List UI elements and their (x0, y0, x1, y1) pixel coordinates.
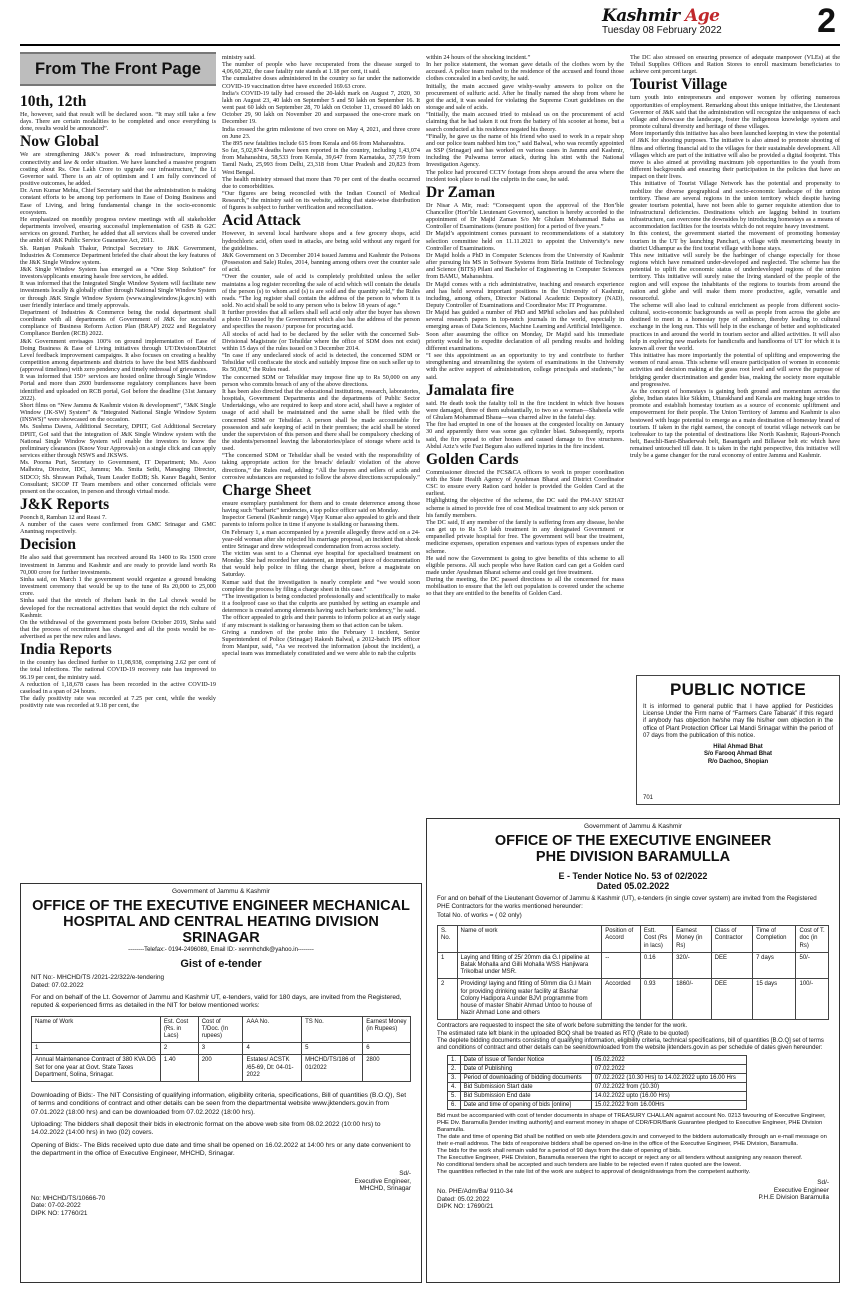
table-cell: 6. (448, 1101, 461, 1110)
tender-opening: Opening of Bids:- The Bids received upto due date and time shall be opened on 16.02.2022 at 14:00 hrs or any date convenient to the department in the office of Executive Engineer, MHCHD, Srinagar. (31, 1141, 411, 1157)
table-row (438, 979, 829, 1020)
article-paragraph: Highlighting the objective of the scheme, the DC said the PM-JAY SEHAT scheme is aimed to provide free of cost Medical treatment to any sick person or his family members. (426, 497, 624, 519)
article-paragraph: We are strengthening J&K’s power & road infrastructure, improving connectivity and law & order situation. We have launched a massive program costing about Rs. One Lakh Crore to upgrade our infrastructure,” the Lt Governor said. There is an air of optimism and I am fully convinced of positive outcomes, he added. (20, 151, 216, 188)
article-paragraph: The scheme will also lead to cultural enrichment as people from different socio-cultural, socio-economic backgrounds as well as people from across the globe are destined to meet in a homestay type of ambience, thereby leading to cultural exchange in the long run. This will help in the exchange of better and sophisticated practices in and around the world in tourism sector and allied activities. It will also help in exploring new markets for handicrafts and handlooms of UT for which it is known all over the world. (630, 302, 840, 352)
table-cell: DEE (711, 952, 753, 979)
article-paragraph: “The concerned SDM or Tehsildar shall be vested with the responsibility of taking appropriate action for the breach/ default/ violation of the above directions,” the Rules read, adding: “All the buyers and sellers of acids and corrosive substances are requested to follow the above directions scrupulously.” (222, 452, 420, 481)
signature-sd: Sd/- (399, 1170, 411, 1178)
table-cell: 0.16 (640, 952, 672, 979)
tender-nit-dated: Dated: 07.02.2022 (31, 982, 84, 989)
table-row (448, 1083, 747, 1092)
table-cell: 1 (32, 1043, 161, 1055)
article-headline: Tourist Village (630, 76, 728, 94)
article-paragraph: During the meeting, the DC passed directions to all the concerned for mass mobilisation to ensure that the left out population is covered under the scheme so that they are entitled to the benefits of Golden Card. (426, 576, 624, 598)
table-row (448, 1092, 747, 1101)
table-header: AAA No. (243, 1016, 302, 1043)
table-cell: Estates/ ACSTK /65-69, Dt: 04-01-2022 (243, 1055, 302, 1082)
article-column-1 (20, 92, 216, 860)
table-cell: Date of Publishing (460, 1065, 591, 1074)
table-cell: MHCHD/TS/186 of 01/2022 (302, 1055, 363, 1082)
tender-note: Bid must be accompanied with cost of tender documents in shape of TREASURY CHALLAN against account No. 0213 favouring of Executive Engineer, PHE Div. Baramulla [tender inviting authority] and earnest money in shape of CDR/FDR/Bank Guarantee pledged to Executive Engineer, PHE Division Baramulla. (437, 1113, 826, 1134)
article-paragraph: “The investigation is being conducted professionally and scientifically to make it a foolproof case so that the culprits are punished by setting an example and deterrence is created among elements having such barbaric tendency,” he said. (222, 592, 420, 615)
tender-note: The Executive Engineer, PHE Division, Baramulla reserves the right to accept or reject any or all tenders without assigning any reason thereof. (437, 1155, 803, 1162)
article-column-2 (222, 54, 420, 866)
article-paragraph: India crossed the grim milestone of two crore on May 4, 2021, and three crore on June 23. (222, 125, 420, 140)
tender-note: No conditional tenders shall be accepted and such tenders are liable to be rejected even if rates quoted are the lowest. (437, 1162, 742, 1169)
tender-gist-title: Gist of e-tender (180, 958, 262, 970)
reference-no: No. PHE/Adm/Ba/ 9110-34 (437, 1188, 513, 1196)
table-header: Cost of T/Doc. (In rupees) (198, 1016, 243, 1043)
article-paragraph: The daily positivity rate was recorded at 7.25 per cent, while the weekly positivity rate was recorded at 9.18 per cent, the (20, 695, 216, 710)
tender-total-works: Total No. of works = ( 02 only) (437, 912, 522, 920)
article-paragraph: Dr. Arun Kumar Mehta, Chief Secretary said that the administration is making constant efforts to be among top performers in Ease of Doing Business and Ease of Living, and bring fundamental change in the socio-economic ecosystem. (20, 187, 216, 216)
article-paragraph: Soon after assuming the office on Monday, Dr Majid said his immediate priority would be to expedite declaration of all pending results and holding different examinations. (426, 330, 624, 352)
table-cell: 7 days (753, 952, 796, 979)
article-paragraph: Short films on “New Jammu & Kashmir vision & development”, “J&K Single Window (JK-SW) System” & “Integrated National Single Window System (INSWS)” were showcased on the occasion. (20, 401, 216, 424)
article-paragraph: in the country has declined further to 11,08,938, comprising 2.62 per cent of the total infections. The national COVID-19 recovery rate has improved to 96.19 per cent, the ministry said. (20, 659, 216, 681)
article-headline: 10th, 12th (20, 93, 87, 110)
article-headline: Now Global (20, 133, 99, 151)
article-paragraph: This new initiative will surely be the harbinger of change especially for those regions which have remained under-developed and neglected. The scheme has the potential to uplift the economic status of underdeveloped regions of the union territory. This initiative will surely raise the living standard of the people of the region and will expose the inhabitants of the regions to tourists from around the nation and globe and will make them more productive, agile, versatile and resourceful. (630, 251, 840, 302)
article-paragraph: “Initially, the main accused tried to mislead us on the procurement of acid claiming that he had taken it out from the battery of his scooter at home, but a search conducted at his residence negated his theory. (426, 111, 624, 133)
article-paragraph: ministry said. (222, 54, 256, 61)
article-paragraph: turn youth into entrepreneurs and empower women by offering numerous opportunities of employment. Remarking about this unique initiative, the Lieutenant Governor of J&K said that the administration will recognize the uniqueness of each village and showcase the landscape, foster the indigenous knowledge system and promote cultural diversity and heritage of these villages. (630, 94, 840, 131)
table-header: Estt. Cost (Rs in lacs) (640, 926, 672, 953)
table-cell: 15.02.2022 from 16.00Hrs (591, 1101, 746, 1110)
article-paragraph: ensure exemplary punishment for them and to create deterrence among those having such “barbaric” tendencies, a top police officer said on Monday. (222, 499, 420, 515)
article-paragraph: J&K Government on 3 December 2014 issued Jammu and Kashmir the Poisons (Possession and Sale) Rules, 2014, banning among others over the counter sale of acid. (222, 251, 420, 274)
logo-age: Age (685, 6, 720, 26)
table-row (448, 1101, 747, 1110)
page-number: 2 (817, 2, 836, 40)
signature-sd: Sd/- (817, 1179, 829, 1187)
tender-intro: For and on behalf of the Lt. Governor of Jammu and Kashmir UT, e-tenders, valid for 180 days, are invited from the Registered, reputed & experienced firms as detailed in the NIT for below mentioned works: (31, 994, 402, 1010)
table-cell: 3. (448, 1074, 461, 1083)
article-paragraph: He, however, said that result will be declared soon. “It may still take a few days. There are certain modalities to be completed and once everything is done, results would be announced”. (20, 111, 216, 133)
article-paragraph: In her police statement, the woman gave details of the clothes worn by the accused. A police team rushed to the residence of the accused and found those clothes concealed in a bed cavity, he said. (426, 61, 624, 83)
table-header: Earnest Money (in Rs) (673, 926, 712, 953)
notice-name: Hilal Ahmad Bhat (713, 744, 763, 751)
reference-date: Date: 07-02-2022 (31, 1202, 81, 1210)
table-header: TS No. (302, 1016, 363, 1043)
tender-note: The estimated rate left blank in the uploaded BOQ shall be treated as RTQ (Rate to be quoted) (437, 1030, 689, 1037)
signature-title: Executive Engineer (773, 1186, 829, 1194)
tender-office-line2: PHE DIVISION BARAMULLA (535, 849, 731, 865)
tender-signature (31, 1170, 411, 1193)
article-paragraph: Ms. Sushma Dawra, Additional Secretary, DPIIT, GoI Additional Secretary DPIIT, GoI said that the integration of J&K Single Window system with the National Single Window System will enable the investors to know the preliminary clearances (Know Your Approvals) on a single click and can apply services either through NSWS and JKSWS. (20, 423, 216, 460)
table-cell: 15 days (753, 979, 796, 1020)
logo-kashmir: Kashmir (602, 6, 680, 26)
table-cell: DEE (711, 979, 753, 1020)
article-paragraph: A reduction of 1,18,678 cases has been recorded in the active COVID-19 caseload in a span of 24 hours. (20, 680, 216, 695)
table-cell: 2 (438, 979, 458, 1020)
table-header: Earnest Money (in Rupees) (363, 1016, 411, 1043)
table-header: Time of Completion (753, 926, 796, 953)
table-header: Name of Work (32, 1016, 161, 1043)
article-headline: Acid Attack (222, 212, 301, 230)
masthead-rule (20, 44, 840, 46)
table-cell: Bid Submission Start date (460, 1083, 591, 1092)
article-headline: Decision (20, 536, 76, 554)
tender-govt: Government of Jammu & Kashmir (584, 823, 682, 830)
article-headline: Jamalata fire (426, 381, 514, 399)
article-paragraph: J&K Government envisages 100% on ground implementation of Ease of Doing Business & Ease of Living initiatives through UT/Division/District Level feedback improvement campaigns. It also focuses on creating a healthy competition among departments and districts to have the best MIS dashboard (approval timelines) with zero pendency and timely redressal of grievances. (20, 337, 216, 374)
article-paragraph: Dr Majid comes with a rich administrative, teaching and research experience and has held several important positions in the University of Kashmir, including, among others, Director National Academic Depository (NAD), Deputy Controller of Examinations and Coordinator Msc IT Programme. (426, 280, 624, 309)
notice-address: R/o Dachoo, Shopian (707, 758, 769, 765)
article-paragraph: The DC also stressed on ensuring presence of adequate manpower (VLEs) at the Tehsil Supplies Offices and Ration Stores to enroll maximum beneficiaries to achieve cent percent target. (630, 54, 840, 76)
article-paragraph: Dr Majid’s appointment comes pursuant to recommendations of a statutory selection committee held on 11.11.2021 to appoint the University’s new Controller of Examinations. (426, 230, 624, 252)
notice-dated: Dated 05.02.2022 (596, 881, 670, 891)
table-cell: 5. (448, 1092, 461, 1101)
table-cell: 1.40 (160, 1055, 198, 1082)
table-cell: Date of Issue of Tender Notice (460, 1056, 591, 1065)
article-paragraph: India’s COVID-19 tally had crossed the 20-lakh mark on August 7, 2020, 30 lakh on August 23, 40 lakh on September 5 and 50 lakh on September 16. It went past 60 lakh on September 28, 70 lakh on October 11, crossed 80 lakh on October 29, 90 lakh on November 20 and surpassed the one-crore mark on December 19. (222, 89, 420, 126)
table-cell: 1. (448, 1056, 461, 1065)
article-paragraph: Poonch 8, Ramban 12 and Reasi 7. (20, 513, 107, 521)
masthead-logo (602, 6, 719, 26)
article-paragraph: J&K Single Window System has emerged as a “One Stop Solution” for investors/applicants ensuring hassle free services, he added. (20, 265, 216, 281)
article-paragraph: The officer appealed to girls and their parents to inform police at an early stage if any miscreant is stalking or harassing them so that action can be taken. (222, 614, 420, 629)
table-cell: 6 (363, 1043, 411, 1055)
tender-contact: --------Telefax:- 0194-2496089, Email ID:- xenmhchdk@yahoo.in-------- (128, 947, 314, 953)
article-paragraph: Department of Industries & Commerce being the nodal department shall coordinate with all departments of Government of J&K for successful compliance of Business Reform Action Plan (BRAP) 2022 and Regulatory Compliance Burden (RCB) 2022. (20, 308, 216, 338)
table-cell: 07.02.2022 (591, 1065, 746, 1074)
signature-office: MHCHD, Srinagar (359, 1185, 411, 1193)
article-paragraph: It has been also directed that the educational institutions, research, laboratories, hospitals, Government Departments and the departments of Public Sector Undertakings, who are required to keep and store acid, shall have a register of usage of acid shall be maintained and the same shall be filed with the concerned SDM or Tehsildar. A person shall be made accountable for possession and safe keeping of acid in their premises; the acid shall be stored under the supervision of this person and there shall be compulsory checking of the students/personnel leaving the laboratories/place of storage where acid is used. (222, 387, 420, 453)
table-cell: 2800 (363, 1055, 411, 1082)
tender-office-line1: OFFICE OF THE EXECUTIVE ENGINEER MECHANICAL (32, 898, 410, 914)
article-paragraph: Dr Majid has guided a number of PhD and MPhil scholars and has published several research papers in top-notch journals in the world, especially in emerging areas of Data Sciences, Machine Learning and Artificial Intelligence. (426, 309, 624, 331)
article-paragraph: It was informed that the Integrated Single Window System will facilitate new investments locally & globally either through National Single Window System or through J&K Single Window System (www.singlewindow.jk.gov.in) with user friendly interface and timely approvals. (20, 280, 216, 309)
article-paragraph: Commissioner directed the FCS&CA officers to work in proper coordination with the State Health Agency of Ayushman Bharat and District Coordinator CSC to ensure every Ration card holder is provided the Golden Card at the earliest. (426, 468, 624, 498)
table-cell: 1 (438, 952, 458, 979)
article-paragraph: The concerned SDM or Tehsildar may impose fine up to Rs 50,000 on any person who commits breach of any of the above directions. (222, 373, 420, 388)
article-paragraph: It further provides that all sellers shall sell acid only after the buyer has shown a photo ID issued by the Government which also has the address of the person and specifies the reason / purpose for procuring acid. (222, 309, 420, 331)
article-paragraph: The police had procured CCTV footage from shops around the area where the incident took place to nail the culprits in the case, he said. (426, 168, 624, 183)
tender-office-line2: HOSPITAL AND CENTRAL HEATING DIVISION SRINAGAR (63, 914, 379, 946)
tender-nit-no: NIT No:- MHCHD/TS /2021-22/322/e-tendering (31, 974, 165, 981)
public-notice-code: 701 (643, 795, 654, 801)
article-paragraph: He emphasized on monthly progress review meetings with all stakeholder departments involved, ensuring successful implementation of GSB & G2C services on ground. Further, he added that all services shall be covered under the ambit of J&K Public Service Guarantee Act, 2011. (20, 215, 216, 245)
signature-office: P.H.E Division Baramulla (758, 1194, 829, 1202)
table-cell: 14.02.2022 upto (16.00 Hrs) (591, 1092, 746, 1101)
masthead-date: Tuesday 08 February 2022 (602, 25, 722, 36)
tender-works-table (31, 1016, 411, 1082)
table-cell: 4 (243, 1043, 302, 1055)
article-paragraph: A number of the cases were confirmed from GMC Srinagar and GMC Anantnag respectively. (20, 521, 216, 536)
article-headline: J&K Reports (20, 495, 110, 513)
article-paragraph: Sinha said, on March 1 the government would organize a ground breaking investment ceremony that would be up to the tune of Rs 20,000 to 25,000 crore. (20, 575, 216, 598)
notice-relation: S/o Farooq Ahmad Bhat (703, 751, 773, 758)
signature-title: Executive Engineer, (354, 1177, 411, 1185)
table-row (448, 1056, 747, 1065)
article-headline: Golden Cards (426, 450, 519, 468)
public-notice-title: PUBLIC NOTICE (669, 680, 807, 699)
article-paragraph: This initiative of Tourist Village Network has the potential and propensity to mobilize the diverse geographical and socio-economic landscape of the union territory. These are several regions in the union territory which despite having greater tourism potential, have not been able to garner requisite attention due to infrastructural deficiencies. Destinations which are lagging behind in tourism infrastructure, can overcome the downsides by introducing homestays as a means of accommodation facilities for the tourists which do not require heavy investment. (630, 180, 840, 231)
tender-note: The quantities reflected in the rate list of the work are subject to approval of design/drawings from the competent authority. (437, 1169, 751, 1176)
article-paragraph: This initiative has more importantly the potential of uplifting and empowering the women of rural areas. This scheme will ensure participation of women in economic activities and decision making at the grass root level and will serve the purpose of bridging gender discrimination and gender bias, making the society more equitable and progressive. (630, 352, 840, 388)
tender-notice-no (437, 871, 829, 891)
table-cell: 320/- (673, 952, 712, 979)
table-cell: 50/- (796, 952, 829, 979)
reference-no: No: MHCHD/TS/10666-70 (31, 1194, 106, 1202)
article-paragraph: The DC said, If any member of the family is suffering from any disease, he/she can get up to Rs 5.0 lakh treatment in any designated Government or empanelled private hospital for free. The government will bear the treatment, medicine expenses, operation expenses and various types of expenses under the scheme. (426, 518, 624, 555)
tender-intro: For and on behalf of the Lieutenant Governor of Jammu & Kashmir (UT), e-tenders (in single cover system) are invited from the Registered PHE Contractors for the works mentioned hereunder: (437, 895, 817, 910)
tender-note: Contractors are requested to inspect the site of work before submitting the tender for the work. (437, 1023, 688, 1030)
table-cell: Accorded (602, 979, 641, 1020)
article-headline: Dr Zaman (426, 183, 496, 201)
table-cell: 07.02.2022 from (10.30) (591, 1083, 746, 1092)
public-notice (636, 675, 840, 805)
article-paragraph: In this context, the government started the movement of promoting homestay tourism in the UT by launching Panchari, a village with mesmerizing beauty in district Udhampur as the first tourist village with home stays. (630, 230, 840, 252)
table-row (32, 1055, 411, 1082)
table-cell: 0.93 (640, 979, 672, 1020)
tender-notice-mhchd (20, 883, 422, 1283)
table-row (438, 952, 829, 979)
tender-schedule-table (447, 1055, 747, 1110)
table-cell: 2 (160, 1043, 198, 1055)
tender-note: The date and time of opening Bid shall be notified on web site jktenders.gov.in and conveyed to the bidders automatically through an e-mail message on their e-mail address. The bids of responsive bidders shall be opened on-line in the office of the Executive Engineer, PHE Division, Baramulla. (437, 1134, 827, 1148)
article-column-3 (426, 54, 624, 866)
article-paragraph: Giving a rundown of the probe into the February 1 incident, Senior Superintendent of Police (Srinagar) Rakesh Balwal, a 2012-batch IPS officer from Manipur, said, “As we received the information (about the incident), a special team was immediately constituted and we were able to nab the culprits (222, 628, 420, 658)
article-paragraph: Sh. Ranjan Prakash Thakur, Principal Secretary to J&K Government, Industries & Commerce Department briefed the chair about the key features of the J&K Single Window system. (20, 244, 216, 266)
article-paragraph: “Finally, he gave us the name of his friend who used to work in a repair shop and our police team nabbed him too,” said Balwal, who was recently appointed as SSP (Srinagar) and has worked on various cases in Jammu and Kashmir, including the Pulwama terror attack, during his stint with the National Investigation Agency. (426, 132, 624, 169)
table-header: Name of work (457, 926, 602, 953)
article-paragraph: within 24 hours of the shocking incident.” (426, 54, 531, 61)
article-paragraph: More importantly this initiative has also been launched keeping in view the potential of J&K for shooting purposes. The initiative is also aimed to promote shooting of films and offering financial aid to the villages for their sustainable development. All villages which are part of the initiative will also be provided a digital footprint. This move is also aimed at providing maximum job opportunities to the youth from different backgrounds and ensuring their participation in the policies that have an impact on their lives. (630, 130, 840, 181)
article-paragraph: The fire had erupted in one of the houses at the congested locality on January 30 and apparently there was some gas cylinder blast. Subsequently, reports said, the fire spread to other houses and caused damage to five structures. Abdul Aziz’s wife Fazi Begum also suffered injuries in the fire incident. (426, 421, 624, 450)
table-cell: 3 (198, 1043, 243, 1055)
article-paragraph: The health ministry stressed that more than 70 per cent of the deaths occurred due to comorbidities. (222, 175, 420, 190)
article-paragraph: So far, 5,02,874 deaths have been reported in the country, including 1,43,074 from Maharashtra, 58,533 from Kerala, 39,647 from Karnataka, 37,759 from Tamil Nadu, 25,993 from Delhi, 23,318 from Uttar Pradesh and 20,823 from West Bengal. (222, 147, 420, 176)
article-paragraph: On February 1, a man accompanied by a juvenile allegedly threw acid on a 24-year-old woman after she rejected his marriage proposal, an incident that shook entire Srinagar and drew widespread condemnation from across society. (222, 528, 420, 550)
article-paragraph: The number of people who have recuperated from the disease surged to 4,06,60,202, the case fatality rate stands at 1.18 per cent, it said. (222, 61, 420, 76)
article-paragraph: Initially, the main accused gave wishy-washy answers to police on the procurement of sulfuric acid. After he finally named the shop from where he got the acid, it was sealed for violating the Supreme Court guidelines on the storage and sale of acids. (426, 82, 624, 112)
table-cell: Annual Maintenance Contract of 380 KVA DG Set for one year at Govt. State Taxes Department, Solina, Srinagar. (32, 1055, 161, 1082)
reference-date: Dated: 05.02.2022 (437, 1195, 490, 1203)
table-header: Cost of T. doc (in Rs) (796, 926, 829, 953)
article-paragraph: Kumar said that the investigation is nearly complete and “we would soon complete the process by filing a charge sheet in this case.” (222, 578, 420, 593)
article-paragraph: “Our figures are being reconciled with the Indian Council of Medical Research,” the ministry said on its website, adding that state-wise distribution of figures is subject to further verification and reconciliation. (222, 189, 420, 212)
article-paragraph: “I see this appointment as an opportunity to try and contribute to further strengthening and streamlining the system of examinations in the University with the active support of administration, college principals and students,” he said. (426, 352, 624, 381)
table-cell: 05.02.2022 (591, 1056, 746, 1065)
article-paragraph: Sinha said that the stretch of Jhelum bank in the Lal chowk would be developed for the recreational activities that would depict the rich culture of Kashmir. (20, 597, 216, 619)
table-cell: Laying and fitting of 25/ 20mm dia G.I pipeline at Batak Mohalla and Gilli Mohalla WSS Hanjiwara Trikolbal under MSR. (457, 952, 602, 979)
article-paragraph: Dr Nisar A Mir, read: “Consequent upon the approval of the Hon’ble Chancellor (Hon’ble Lieutenant Governor), sanction is hereby accorded to the appointment of Dr Majid Zaman S/o Mr Ghulam Mohammad Baba as Controller of Examinations (tenure position) for a period of five years.” (426, 201, 624, 231)
table-cell: Date and time of opening of bids [online] (460, 1101, 591, 1110)
tender-note: The deplete bidding documents consisting of qualifying information, eligibility criteria, technical specifications, bill of quantities [B.O.Q] set of terms and conditions of contract and other details can be seen/downloaded from the website jktenders.gov.in as per schedule of dates given hereunder: (437, 1037, 824, 1052)
article-paragraph: It was informed that 150+ services are hosted online through Single Window Portal and more than 2600 burdensome regulatory compliances have been identified and uploaded on RCB portal, GoI before the deadline (31st January 2022). (20, 373, 216, 402)
tender-office-line1: OFFICE OF THE EXECUTIVE ENGINEER (494, 833, 772, 849)
article-paragraph: He said now the Government is going to give benefits of this scheme to all eligible persons. All such people who have Ration card can get a Golden card made under Ayushman Bharat scheme and could get free treatment. (426, 554, 624, 576)
section-banner: From The Front Page (20, 52, 216, 86)
public-notice-body: It is informed to general public that I have applied for Pesticides License Under the Firm name of “Farmers Care Tabarak” if this regard if anybody has objection he/she may file his/her own objection in the office of Plant Protection Officer Lal Mandi Srinagar within the period of 07 days from the publication of this notice. (643, 704, 833, 739)
article-paragraph: The victim was sent to a Chennai eye hospital for specialised treatment on Monday. She had recorded her statement, an important piece of documentation that would help police in filing the charge sheet, before a magistrate on Saturday. (222, 550, 420, 579)
article-paragraph: “Over the counter, sale of acid is completely prohibited unless the seller maintains a log register recording the sale of acid which will contain the details of the person (s) to whom acid (s) is are sold and the quantity sold,” the Rules reads. “The log register shall contain the address of the person to whom it is sold. No acid shall be sold to any person who is below 18 years of age.” (222, 273, 420, 309)
table-cell: Providing/ laying and fitting of 50mm dia G.I Main for providing drinking water facility at Bashar Colony Hadipora A under BJVI programme from house of master Shabir Ahmad Untoo to house of Nazir Ahmad Lone and others (457, 979, 602, 1020)
notice-number: E - Tender Notice No. 53 of 02/2022 (558, 871, 708, 881)
table-header: Position of Accord (602, 926, 641, 953)
table-row (448, 1074, 747, 1083)
tender-note: The bids for the work shall remain valid for a period of 90 days from the date of opening of bids. (437, 1148, 682, 1155)
article-paragraph: Dr Majid holds a PhD in Computer Sciences from the University of Kashmir after pursuing his MS in Software Systems from Birla Institute of Technology and Science (BITS) Pilani and Bachelor of Engineering in Computer Sciences from BAMU, Maharashtra. (426, 251, 624, 281)
table-cell: Bid Submission End date (460, 1092, 591, 1101)
article-paragraph: The cumulative doses administered in the country so far under the nationwide COVID-19 vaccination drive have exceeded 169.63 crore. (222, 75, 420, 90)
article-paragraph: said. He death took the fatality toll in the fire incident in which five houses were damaged, three of them substantially, to two so a woman—Shaheela wife of Ghulam Mohammad Bhaua—was charred alive in the fateful day. (426, 399, 624, 422)
reference-dipk: DIPK NO: 17760/21 (31, 1210, 88, 1218)
article-paragraph: All stocks of acid had to be declared by the seller with the concerned Sub-Divisional Magistrate (or Tehsildar where the office of SDM does not exist) within 15 days of the rules issued on 3 December 2014. (222, 330, 420, 352)
tender-references (31, 1195, 411, 1218)
article-paragraph: Ms. Poorna Puri, Secretary to Government, IT Department; Ms. Asoo Malhotra, Director, IDC, Jammu; Ms. Smita Sethi, Managing Director, SIDCO; Sh. Shrawan Pathak, Team Leader EoDB; Sh. Karav Bagahi, Senior Consultant; SICOP IT Team members and other concerned officials were present on the occasion, in person and through virtual mode. (20, 459, 216, 495)
table-cell: -- (602, 952, 641, 979)
table-cell: 2. (448, 1065, 461, 1074)
table-header: S. No. (438, 926, 458, 953)
table-row (448, 1065, 747, 1074)
tender-works-table (437, 925, 829, 1020)
table-cell: 4. (448, 1083, 461, 1092)
table-cell: 100/- (796, 979, 829, 1020)
article-paragraph: On the withdrawal of the government posts before October 2019, Sinha said that the process of recruitment has changed and all the posts would be re-advertised as per the new rules and laws. (20, 618, 216, 641)
table-header: Est. Cost (Rs. in Lacs) (160, 1016, 198, 1043)
tender-uploading: Uploading: The bidders shall deposit their bids in electronic format on the above web site from 08.02.2022 (10:00 hrs) to 14.02.2022 (14:00 hrs) in two (02) covers. (31, 1120, 381, 1137)
table-cell: 5 (302, 1043, 363, 1055)
article-paragraph: The 895 new fatalities include 615 from Kerala and 66 from Maharashtra. (222, 139, 406, 147)
article-headline: Charge Sheet (222, 481, 312, 499)
article-paragraph: Inspector General (Kashmir range) Vijay Kumar also appealed to girls and their parents to inform police in time if anyone is stalking or harassing them. (222, 514, 420, 529)
table-cell: 1860/- (673, 979, 712, 1020)
article-paragraph: As the concept of homestays is gaining both ground and momentum across the globe, Indian states like Sikkim, Uttarakhand and Kerala are making huge strides to promote and establish homestay tourism as a source of economic upliftment and empowerment for their people. The Union Territory of Jammu and Kashmir is also bestowed with huge potential to emerge as a main destination of homestay brand of tourism. If taken in the right earnest, the concept of tourist village network can be icebreaker to tap the potential of destinations like North Kashmir, Rajouri-Poonch belt, Baschli-Bani-Bhaderwah belt, Basantgarh and Billawar belt etc which have remained untouched till date. It is taken in the right perspective, this initiative will truly be a game changer for the rural economy of entire Jammu and Kashmir. (630, 387, 840, 460)
article-headline: India Reports (20, 641, 112, 659)
tender-notice-phe (426, 818, 840, 1283)
masthead (600, 2, 840, 40)
article-paragraph: “In case if any undeclared stock of acid is detected, the concerned SDM or Tehsildar will confiscate the stock and suitably impose fine on such seller up to Rs 50,000,” the Rules read. (222, 352, 420, 374)
table-cell: Period of downloading of bidding documents (460, 1074, 591, 1083)
tender-govt: Government of Jammu & Kashmir (172, 888, 270, 895)
reference-dipk: DIPK NO: 17690/21 (437, 1203, 494, 1211)
table-header: Class of Contractor (711, 926, 753, 953)
tender-downloading: Downloading of Bids:- The NIT Consisting of qualifying information, eligibility criteria, specifications, Bill of quantities (B.O.Q), Set of terms and conditions of contract and other details can be seen from the departmental website www.jktenders.gov.in from 07.01.2022 (18:00 hrs) and can be downloaded from 07.02.2022 (18:00 hrs). (31, 1092, 407, 1116)
article-paragraph: He also said that government has received around Rs 1400 to Rs 1500 crore investment in Jammu and Kashmir and are ready to provide land worth Rs 70,000 crore for further investments. (20, 554, 216, 576)
table-cell: 200 (198, 1055, 243, 1082)
article-paragraph: However, in several local hardware shops and a few grocery shops, acid hydrochloric acid, often used in attacks, are being sold without any regard for the guidelines. (222, 230, 420, 252)
article-column-4 (630, 54, 840, 664)
table-cell: 07.02.2022 (10.30 Hrs) to 14.02.2022 upto 16.00 Hrs (591, 1074, 746, 1083)
public-notice-signature (643, 744, 833, 766)
